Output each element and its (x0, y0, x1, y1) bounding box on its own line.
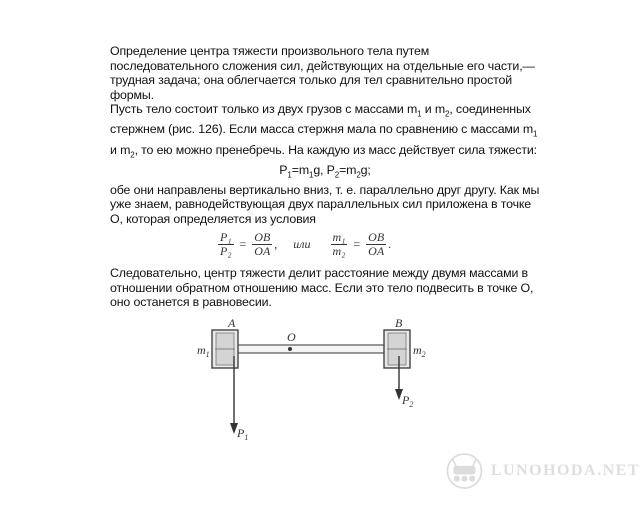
gravity-formula (110, 163, 540, 183)
equals-sign: = (353, 236, 361, 251)
text-segment: и m (421, 102, 445, 117)
label-a: A (228, 316, 236, 330)
subscript: 2 (130, 149, 135, 159)
label-part: m (413, 343, 422, 357)
formula-part: P (279, 162, 288, 177)
subscript: 2 (421, 350, 426, 359)
formula-part: =m (291, 162, 309, 177)
watermark-text: LUNOHODA.NET (490, 462, 640, 479)
comma: , (274, 236, 278, 251)
numerator: OB (368, 229, 385, 244)
denominator: OA (254, 243, 271, 258)
fraction-p1-p2 (218, 231, 234, 258)
fraction-ob-oa (366, 231, 386, 258)
numerator: m₁ (332, 229, 346, 244)
denominator: m₂ (332, 243, 346, 258)
label-part: m (197, 343, 206, 357)
subscript: 1 (417, 109, 422, 119)
text-segment: Пусть тело состоит только из двух грузов с массами m (110, 102, 418, 117)
denominator: OA (368, 243, 385, 258)
ratio-formula (216, 226, 516, 262)
lever-diagram (190, 312, 450, 446)
period: . (388, 236, 392, 251)
label-m1 (197, 343, 210, 359)
label-o: O (287, 330, 296, 344)
paragraph-conclusion: Следовательно, центр тяжести делит расстояние между двумя массами в отношении обратном отношению масс. Если это тело подвесить в точке O, оно останется в равновесии. (110, 266, 534, 310)
subscript: 2 (445, 109, 450, 119)
text-segment: и m (110, 142, 131, 157)
subscript: 1 (533, 129, 538, 139)
label-p2 (401, 393, 413, 409)
text-segment: , то ею можно пренебречь. На каждую из масс действует сила тяжести: (134, 142, 537, 157)
text-segment: , соединенных стержнем (рис. 126). Если масса стержня мала по сравнению с массами m (110, 102, 534, 137)
label-p1 (236, 426, 248, 442)
subscript: 1 (244, 433, 249, 442)
paragraph-two-masses (110, 102, 540, 162)
formula-part: g; (360, 162, 371, 177)
label-part: P (237, 426, 245, 440)
label-b: B (395, 316, 403, 330)
numerator: P₁ (220, 229, 232, 244)
equals-sign: = (239, 236, 247, 251)
main-text (110, 44, 540, 226)
numerator: OB (254, 229, 271, 244)
subscript: 1 (287, 170, 292, 180)
subscript: 2 (409, 400, 414, 409)
paragraph-intro: Определение центра тяжести произвольного тела путем последовательного сложения сил, действующих на отдельные его части,— трудная задача; она облегчается только для тел сравнительно простой формы. (110, 44, 535, 102)
watermark (444, 444, 640, 498)
subscript: 1 (309, 170, 314, 180)
point-o (288, 347, 292, 351)
formula-part: g, P (313, 162, 335, 177)
conclusion-text (110, 266, 540, 310)
paragraph-resultant: обе они направлены вертикально вниз, т. е. параллельно друг другу. Как мы уже знаем, равнодействующая двух параллельных сил приложена в точке O, которая определяется из условия (110, 182, 540, 226)
lunokhod-rover-icon (444, 449, 485, 493)
label-m2 (413, 343, 426, 359)
formula-part: =m (339, 162, 357, 177)
or-word: или (293, 236, 311, 251)
subscript: 2 (334, 170, 340, 180)
fraction-m1-m2 (331, 231, 348, 258)
mass-b-block (384, 330, 410, 368)
label-part: P (402, 393, 410, 407)
denominator: P₂ (220, 243, 232, 258)
rod (220, 345, 386, 353)
subscript: 2 (356, 170, 361, 180)
subscript: 1 (205, 350, 210, 359)
fraction-ob-oa (252, 231, 272, 258)
